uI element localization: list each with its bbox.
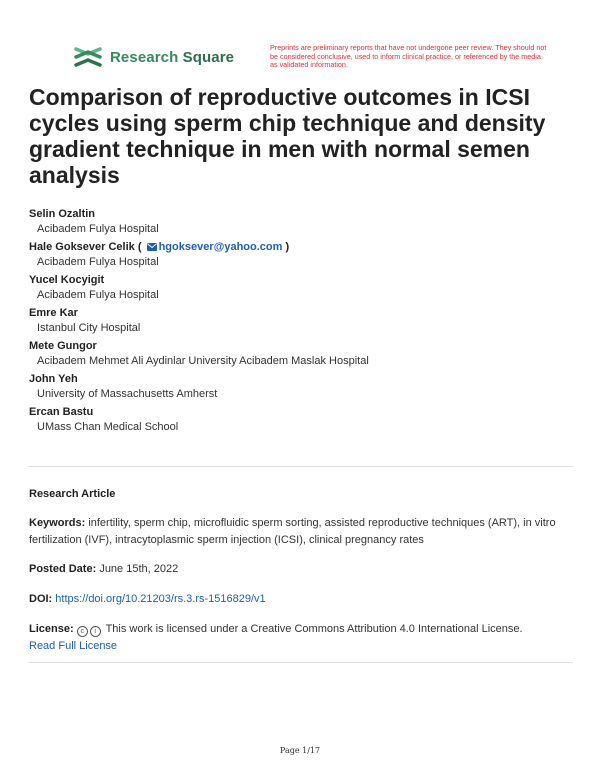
author-name[interactable]: Yucel Kocyigit <box>29 274 105 286</box>
author-affiliation: Acibadem Fulya Hospital <box>37 223 159 235</box>
author-entry <box>29 405 569 434</box>
doi-link[interactable]: https://doi.org/10.21203/rs.3.rs-1516829/v1 <box>55 593 266 605</box>
page-number: Page 1/17 <box>279 746 321 755</box>
research-square-logo-icon <box>74 46 102 68</box>
author-name[interactable]: Emre Kar <box>29 307 78 319</box>
read-full-license-link[interactable]: Read Full License <box>29 640 118 652</box>
attribution-icon: i <box>90 626 101 637</box>
divider <box>29 662 573 663</box>
author-affiliation: Acibadem Fulya Hospital <box>37 256 159 268</box>
author-name[interactable]: Selin Ozaltin <box>29 208 96 220</box>
author-affiliation: Acibadem Mehmet Ali Aydinlar University Acibadem Maslak Hospital <box>37 355 369 367</box>
logo-word-research: Research <box>110 48 179 66</box>
author-entry <box>29 306 569 335</box>
doi-section <box>29 591 569 608</box>
posted-date-label: Posted Date: <box>29 563 97 575</box>
author-email-link[interactable]: hgoksever@yahoo.com <box>158 241 283 253</box>
keywords-label: Keywords: <box>29 517 86 529</box>
license-section <box>29 621 569 655</box>
keywords-text: infertility, sperm chip, microfluidic sperm sorting, assisted reproductive techniques (ART), in vitro fertilization (IVF), intracytoplasmic sperm injection (ICSI), clinical pregnancy rates <box>29 517 556 546</box>
author-name[interactable]: Hale Goksever Celik <box>29 241 135 253</box>
author-entry <box>29 240 569 269</box>
author-name-row: Hale Goksever Celik ( hgoksever@yahoo.com ) <box>29 241 290 253</box>
creative-commons-icon: c <box>77 626 88 637</box>
author-affiliation: Istanbul City Hospital <box>37 322 141 334</box>
author-name[interactable]: Ercan Bastu <box>29 406 94 418</box>
author-entry <box>29 273 569 302</box>
author-affiliation: Acibadem Fulya Hospital <box>37 289 159 301</box>
author-name[interactable]: Mete Gungor <box>29 340 97 352</box>
license-label: License: <box>29 623 74 635</box>
author-entry <box>29 372 569 401</box>
author-affiliation: UMass Chan Medical School <box>37 421 179 433</box>
author-list <box>29 207 569 438</box>
article-type-label: Research Article <box>29 488 116 500</box>
paper-title: Comparison of reproductive outcomes in ICSI cycles using sperm chip technique and density gradient technique in men with normal semen analysis <box>29 84 546 188</box>
author-name[interactable]: John Yeh <box>29 373 78 385</box>
preprint-notice: Preprints are preliminary reports that have not undergone peer review. They should not be considered conclusive, used to inform clinical practice, or referenced by the media as validated information. <box>270 43 547 69</box>
author-entry <box>29 339 569 368</box>
research-square-logo[interactable] <box>74 46 234 68</box>
posted-date-value: June 15th, 2022 <box>99 563 179 575</box>
license-text: This work is licensed under a Creative Commons Attribution 4.0 International License. <box>105 623 523 635</box>
logo-wordmark <box>110 49 234 66</box>
divider <box>29 466 573 467</box>
doi-label: DOI: <box>29 593 53 605</box>
keywords-section <box>29 515 569 549</box>
posted-date-section <box>29 561 569 578</box>
article-type <box>29 486 569 503</box>
logo-word-square: Square <box>182 48 235 66</box>
author-entry <box>29 207 569 236</box>
author-affiliation: University of Massachusetts Amherst <box>37 388 218 400</box>
envelope-icon <box>147 243 157 251</box>
